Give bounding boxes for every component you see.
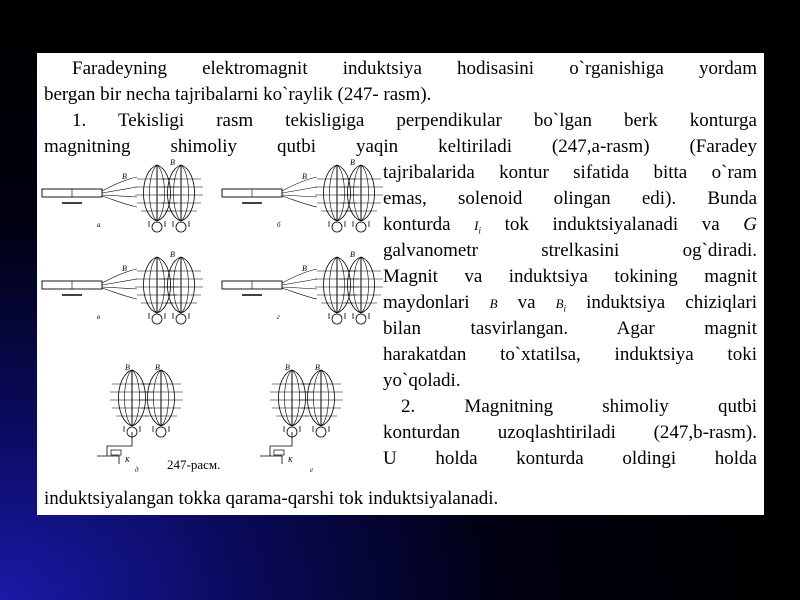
svg-text:B: B xyxy=(302,172,307,181)
svg-text:B: B xyxy=(125,363,130,372)
svg-text:B: B xyxy=(350,158,355,167)
panel-b xyxy=(222,158,383,232)
svg-text:д: д xyxy=(135,466,139,474)
paragraph-2-line-2: magnitning shimoliy qutbi yaqin keltiriladi (247,a-rasm) (Faradey xyxy=(44,136,757,157)
panel-v xyxy=(42,250,203,324)
svg-text:B: B xyxy=(155,363,160,372)
paragraph-2-line-7: Magnit va induktsiya tokining magnit xyxy=(383,266,757,287)
svg-text:г: г xyxy=(277,313,280,321)
paragraph-2-line-11: yo`qoladi. xyxy=(383,370,461,391)
svg-text:B: B xyxy=(315,363,320,372)
panel-a xyxy=(42,158,203,232)
paragraph-2-line-9: bilan tasvirlangan. Agar magnit xyxy=(383,318,757,339)
paragraph-3-line-1: 2. Magnitning shimoliy qutbi xyxy=(401,396,757,417)
slide-content xyxy=(37,53,764,515)
figure-caption: 247-расм. xyxy=(167,457,221,472)
svg-text:в: в xyxy=(97,313,101,321)
text-fragment: konturda xyxy=(383,214,451,235)
svg-text:B: B xyxy=(170,250,175,259)
panel-g xyxy=(222,250,383,324)
svg-text:B: B xyxy=(122,264,127,273)
svg-text:е: е xyxy=(310,466,314,474)
svg-text:B: B xyxy=(302,264,307,273)
paragraph-1-line-2: bergan bir necha tajribalarni ko`raylik (247- rasm). xyxy=(44,84,432,105)
svg-text:B: B xyxy=(170,158,175,167)
paragraph-2-line-3: tajribalarida kontur sifatida bitta o`ram xyxy=(383,162,757,183)
symbol-galvanometer: G xyxy=(743,214,757,235)
paragraph-2-line-10: harakatdan to`xtatilsa, induktsiya toki xyxy=(383,344,757,365)
text-fragment: tok induktsiyalanadi va xyxy=(504,214,720,235)
symbol-current: $I_i$ xyxy=(474,218,482,236)
paragraph-3-line-2: konturdan uzoqlashtiriladi (247,b-rasm). xyxy=(383,422,757,443)
svg-text:K: K xyxy=(288,456,293,464)
svg-text:B: B xyxy=(285,363,290,372)
faraday-experiment-illustration xyxy=(37,158,382,474)
paragraph-3-line-3: U holda konturda oldingi holda xyxy=(383,448,757,469)
paragraph-1-line-1: Faradeyning elektromagnit induktsiya hodisasini o`rganishiga yordam xyxy=(72,58,757,79)
paragraph-3-line-4: induktsiyalangan tokka qarama-qarshi tok induktsiyalanadi. xyxy=(44,488,499,509)
text-fragment: maydonlari xyxy=(383,292,470,313)
text-fragment: va xyxy=(517,292,536,313)
symbol-b: B xyxy=(489,296,498,311)
paragraph-2-line-5 xyxy=(383,212,757,238)
svg-text:B: B xyxy=(122,172,127,181)
svg-text:a: a xyxy=(97,221,101,229)
figure-247 xyxy=(37,158,382,474)
svg-text:K: K xyxy=(125,456,130,464)
svg-text:б: б xyxy=(277,221,281,229)
paragraph-2-line-8 xyxy=(383,290,757,316)
paragraph-2-line-1: 1. Tekisligi rasm tekisligiga perpendikular bo`lgan berk konturga xyxy=(72,110,757,131)
paragraph-2-line-4: emas, solenoid olingan edi). Bunda xyxy=(383,188,757,209)
text-fragment: induktsiya chiziqlari xyxy=(586,292,758,313)
panel-e xyxy=(260,363,343,474)
symbol-bi: $B_i$ xyxy=(555,296,567,314)
paragraph-2-line-6: galvanometr strelkasini og`diradi. xyxy=(383,240,757,261)
svg-text:B: B xyxy=(350,250,355,259)
